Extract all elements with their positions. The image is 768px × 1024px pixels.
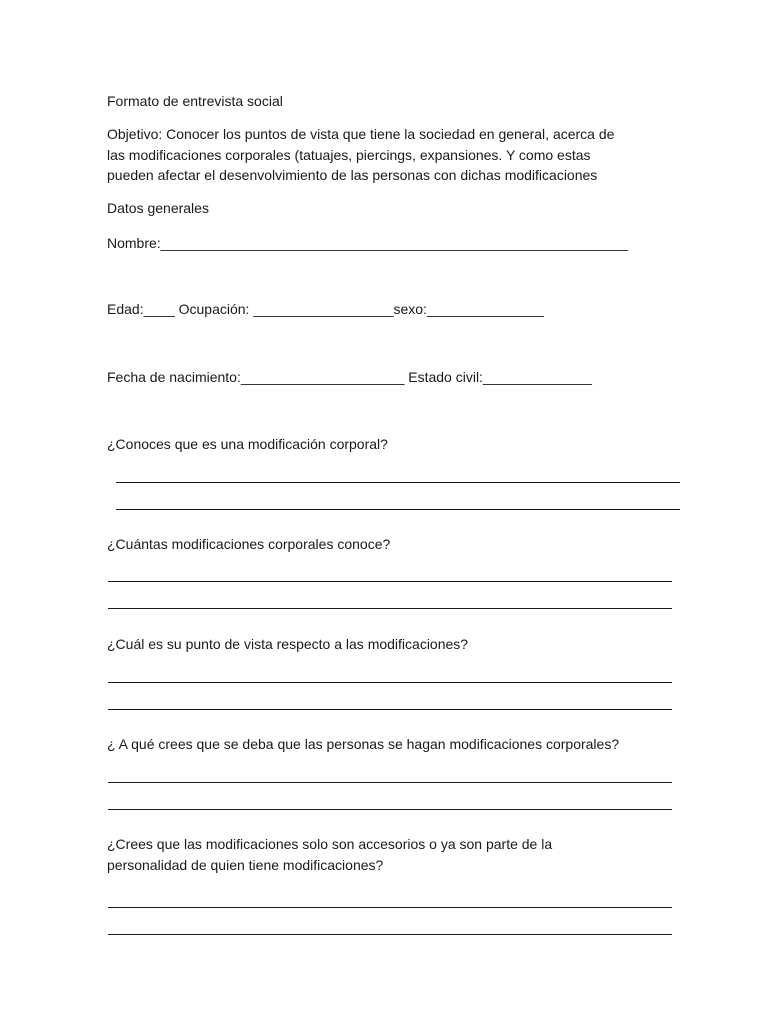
question-2: ¿Cuántas modificaciones corporales conoce? [107, 536, 391, 552]
question-5-line-1: ¿Crees que las modificaciones solo son accesorios o ya son parte de la [107, 836, 553, 852]
objective-line-2: las modificaciones corporales (tatuajes, piercings, expansiones. Y como estas [107, 146, 591, 163]
answer-line-q2-a[interactable] [108, 581, 672, 582]
objective-paragraph [107, 124, 667, 186]
answer-line-q2-b[interactable] [108, 608, 672, 609]
question-4: ¿ A qué crees que se deba que las personas se hagan modificaciones corporales? [107, 736, 620, 752]
field-fecha-estado-civil[interactable]: Fecha de nacimiento:_____________________ Estado civil:______________ [107, 369, 592, 385]
question-5-line-2: personalidad de quien tiene modificaciones? [107, 856, 384, 873]
question-5 [107, 834, 667, 875]
field-nombre[interactable]: Nombre:____________________________________________________________ [107, 235, 628, 251]
answer-line-q5-a[interactable] [108, 907, 672, 908]
question-3: ¿Cuál es su punto de vista respecto a las modificaciones? [107, 636, 469, 652]
objective-line-1: Objetivo: Conocer los puntos de vista que tiene la sociedad en general, acerca de [107, 126, 615, 142]
answer-line-q4-a[interactable] [108, 782, 672, 783]
answer-line-q3-b[interactable] [108, 709, 672, 710]
objective-line-3: pueden afectar el desenvolvimiento de las personas con dichas modificaciones [107, 167, 598, 183]
document-title: Formato de entrevista social [107, 93, 283, 109]
answer-line-q1-a[interactable] [116, 482, 680, 483]
answer-line-q3-a[interactable] [108, 682, 672, 683]
answer-line-q5-b[interactable] [108, 934, 672, 935]
answer-line-q4-b[interactable] [108, 809, 672, 810]
section-heading: Datos generales [107, 200, 209, 216]
question-1: ¿Conoces que es una modificación corporal? [107, 436, 388, 452]
field-edad-ocupacion-sexo[interactable]: Edad:____ Ocupación: __________________sexo:_______________ [107, 301, 544, 317]
answer-line-q1-b[interactable] [116, 509, 680, 510]
